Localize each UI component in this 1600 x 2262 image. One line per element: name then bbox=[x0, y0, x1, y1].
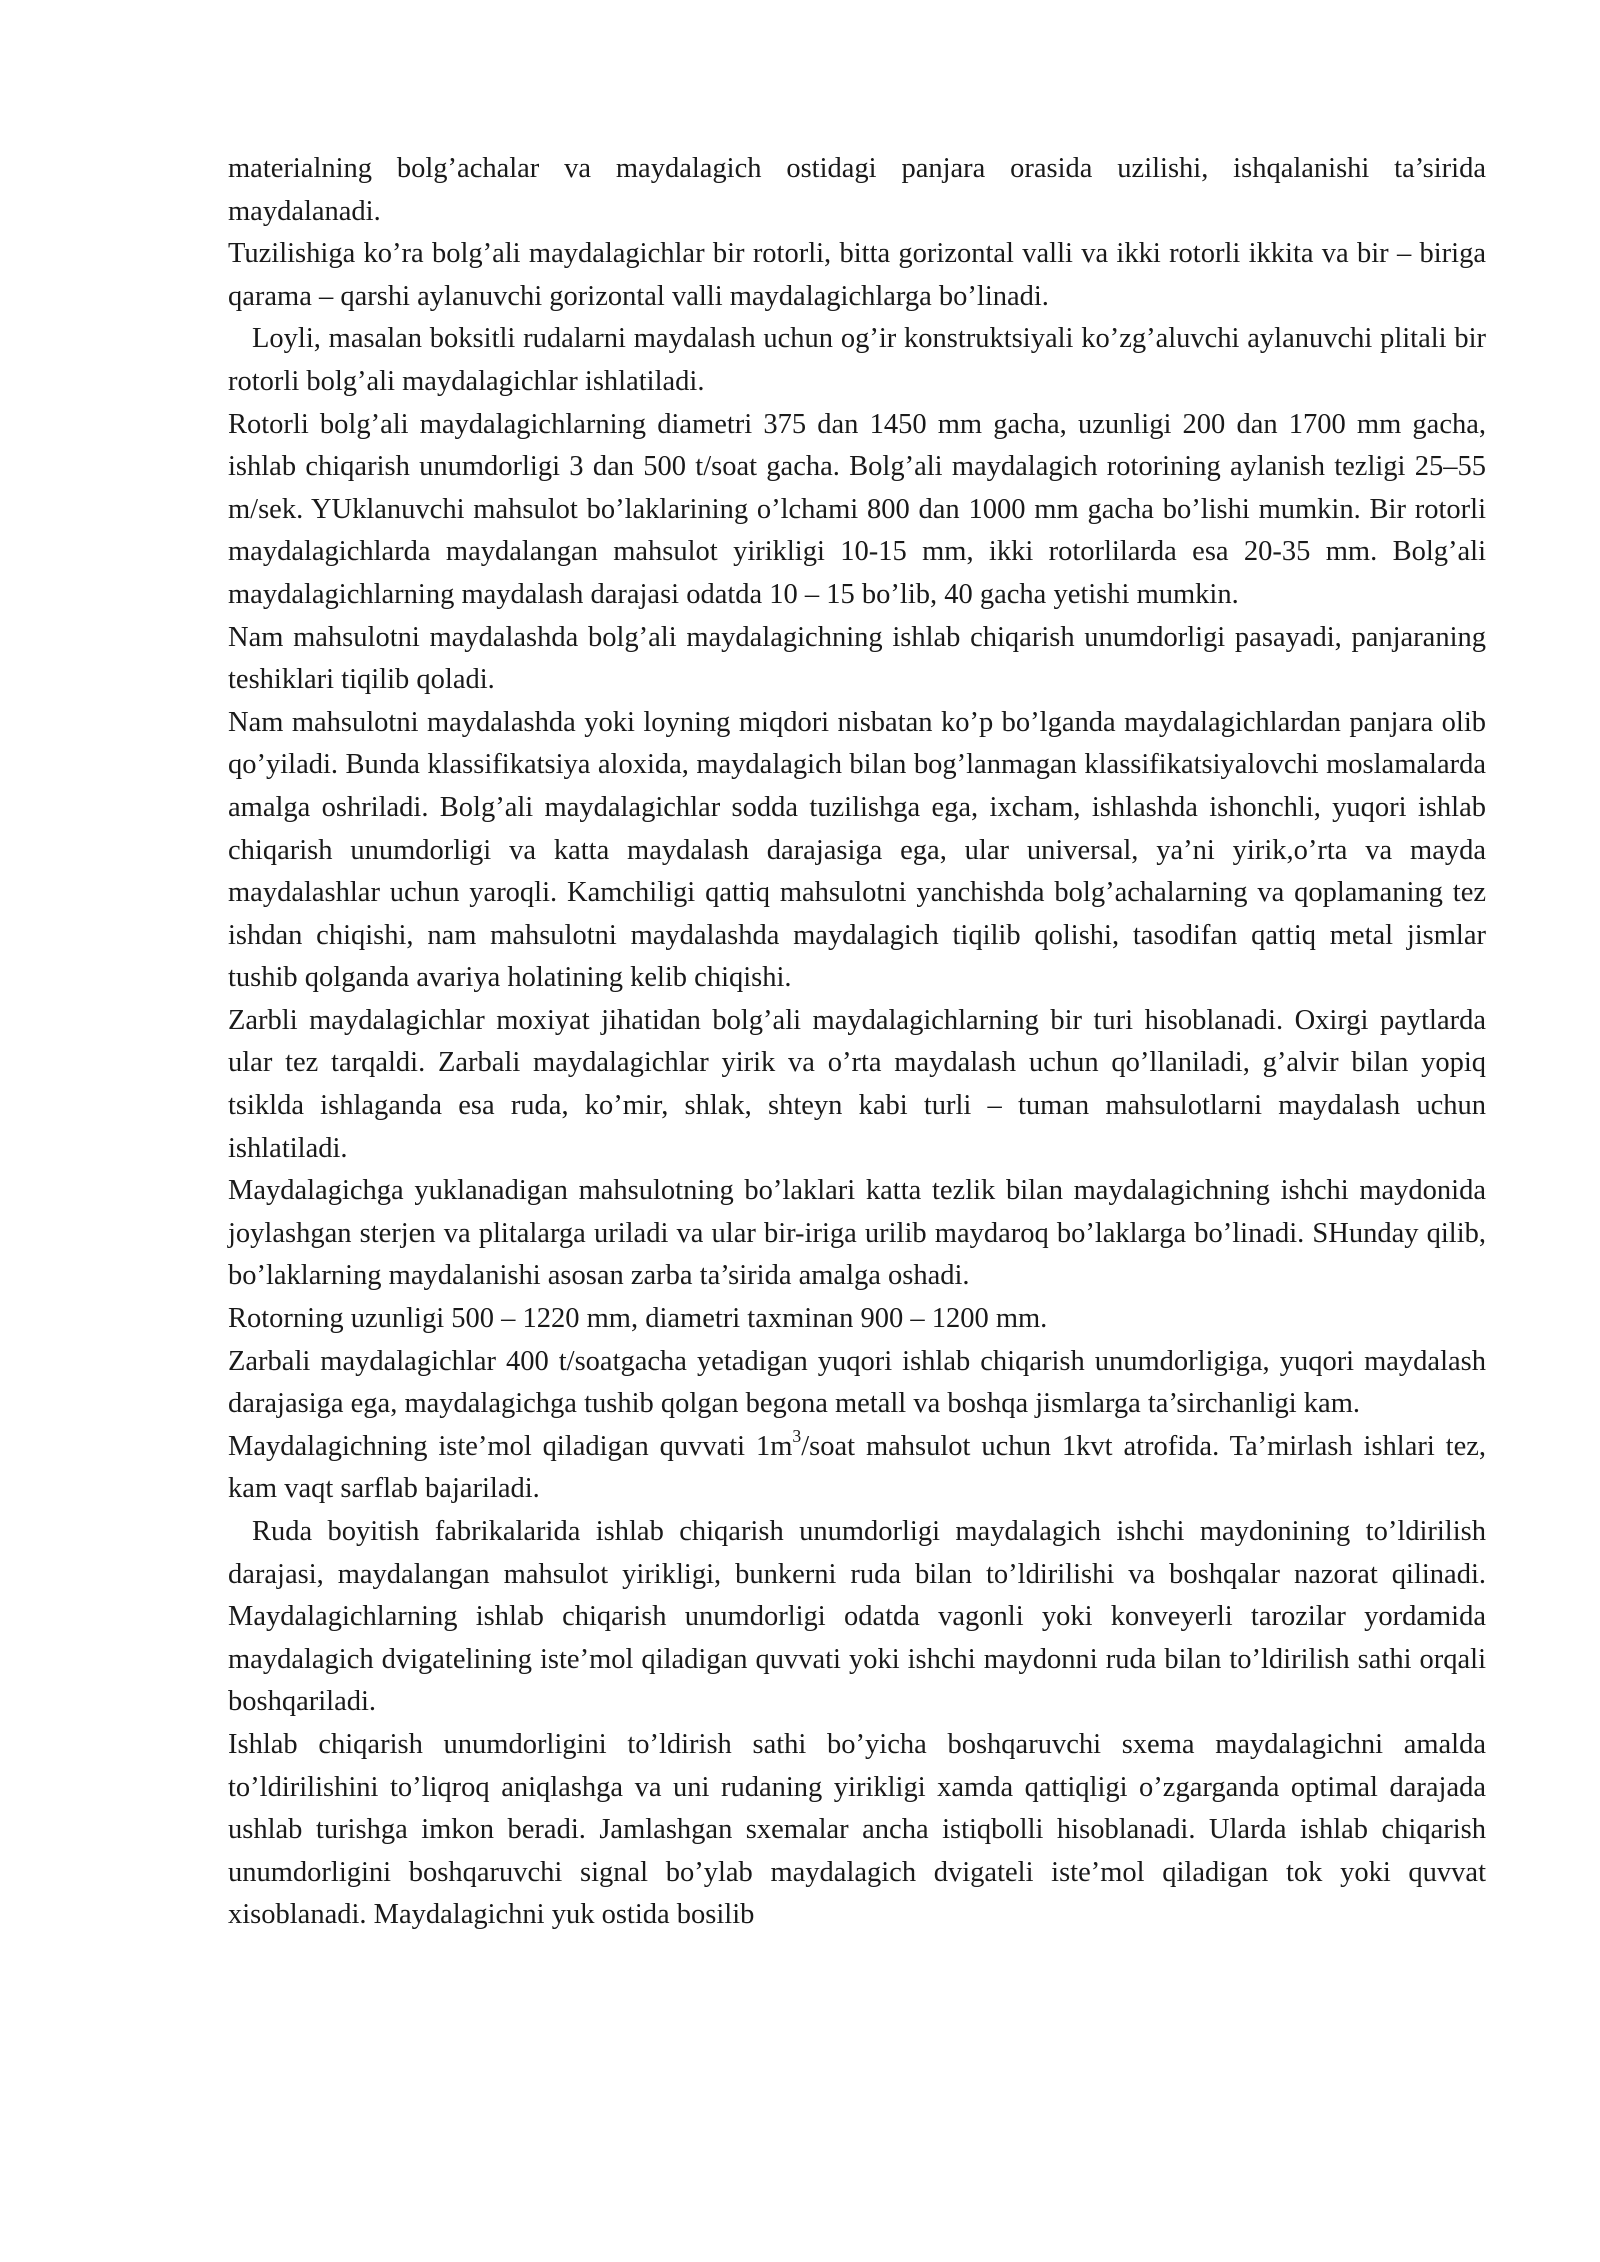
paragraph: Rotorning uzunligi 500 – 1220 mm, diametri taxminan 900 – 1200 mm. bbox=[228, 1303, 1048, 1335]
document-page bbox=[228, 148, 1486, 1937]
paragraph-with-superscript bbox=[228, 1426, 1486, 1511]
paragraph: Ruda boyitish fabrikalarida ishlab chiqarish unumdorligi maydalagich ishchi maydonining to’ldirilish darajasi, maydalangan mahsulot yirikligi, bunkerni ruda bilan to’ldirilishi va boshqalar nazorat qilinadi. Maydalagichlarning ishlab chiqarish unumdorligi odatda vagonli yoki konveyerli tarozilar yordamida maydalagich dvigatelining iste’mol qiladigan quvvati yoki ishchi maydonni ruda bilan to’ldirilish sathi orqali boshqariladi. bbox=[228, 1516, 1486, 1718]
paragraph-text-after: /soat mahsulot uchun 1kvt atrofida. Ta’mirlash ishlari tez, kam vaqt sarflab bajariladi. bbox=[228, 1430, 1487, 1505]
paragraph: Zarbli maydalagichlar moxiyat jihatidan bolg’ali maydalagichlarning bir turi hisoblanadi. Oxirgi paytlarda ular tez tarqaldi. Zarbali maydalagichlar yirik va o’rta maydalash uchun qo’llaniladi, g’alvir bilan yopiq tsiklda ishlaganda esa ruda, ko’mir, shlak, shteyn kabi turli – tuman mahsulotlarni maydalash uchun ishlatiladi. bbox=[228, 1004, 1486, 1164]
paragraph: Tuzilishiga ko’ra bolg’ali maydalagichlar bir rotorli, bitta gorizontal valli va ikki rotorli ikkita va bir – biriga qarama – qarshi aylanuvchi gorizontal valli maydalagichlarga bo’linadi. bbox=[228, 238, 1486, 312]
paragraph: Ishlab chiqarish unumdorligini to’ldirish sathi bo’yicha boshqaruvchi sxema maydalagichni amalda to’ldirilishini to’liqroq aniqlashga va uni rudaning yirikligi xamda qattiqligi o’zgarganda optimal darajada ushlab turishga imkon beradi. Jamlashgan sxemalar ancha istiqbolli hisoblanadi. Ularda ishlab chiqarish unumdorligini boshqaruvchi signal bo’ylab maydalagich dvigateli iste’mol qiladigan tok yoki quvvat xisoblanadi. Maydalagichni yuk ostida bosilib bbox=[228, 1728, 1486, 1931]
paragraph: Nam mahsulotni maydalashda yoki loyning miqdori nisbatan ko’p bo’lganda maydalagichlardan panjara olib qo’yiladi. Bunda klassifikatsiya aloxida, maydalagich bilan bog’lanmagan klassifikatsiyalovchi moslamalarda amalga oshriladi. Bolg’ali maydalagichlar sodda tuzilishga ega, ixcham, ishlashda ishonchli, yuqori ishlab chiqarish unumdorligi va katta maydalash darajasiga ega, ular universal, ya’ni yirik,o’rta va mayda maydalashlar uchun yaroqli. Kamchiligi qattiq mahsulotni yanchishda bolg’achalarning va qoplamaning tez ishdan chiqishi, nam mahsulotni maydalashda maydalagich tiqilib qolishi, tasodifan qattiq metal jismlar tushib qolganda avariya holatining kelib chiqishi. bbox=[228, 706, 1486, 994]
superscript-exponent: 3 bbox=[792, 1425, 802, 1446]
paragraph-text-before: Maydalagichning iste’mol qiladigan quvvati 1m bbox=[228, 1430, 793, 1462]
paragraph: Zarbali maydalagichlar 400 t/soatgacha yetadigan yuqori ishlab chiqarish unumdorligiga, yuqori maydalash darajasiga ega, maydalagichga tushib qolgan begona metall va boshqa jismlarga ta’sirchanligi kam. bbox=[228, 1345, 1486, 1420]
paragraph: Rotorli bolg’ali maydalagichlarning diametri 375 dan 1450 mm gacha, uzunligi 200 dan 1700 mm gacha, ishlab chiqarish unumdorligi 3 dan 500 t/soat gacha. Bolg’ali maydalagich rotorining aylanish tezligi 25–55 m/sek. YUklanuvchi mahsulot bo’laklarining o’lchami 800 dan 1000 mm gacha bo’lishi mumkin. Bir rotorli maydalagichlarda maydalangan mahsulot yirikligi 10-15 mm, ikki rotorlilarda esa 20-35 mm. Bolg’ali maydalagichlarning maydalash darajasi odatda 10 – 15 bo’lib, 40 gacha yetishi mumkin. bbox=[228, 408, 1486, 610]
paragraph: materialning bolg’achalar va maydalagich ostidagi panjara orasida uzilishi, ishqalanishi ta’sirida maydalanadi. bbox=[228, 153, 1486, 227]
paragraph: Maydalagichga yuklanadigan mahsulotning bo’laklari katta tezlik bilan maydalagichning ishchi maydonida joylashgan sterjen va plitalarga uriladi va ular bir-iriga urilib maydaroq bo’laklarga bo’linadi. SHunday qilib, bo’laklarning maydalanishi asosan zarba ta’sirida amalga oshadi. bbox=[228, 1175, 1486, 1292]
paragraph: Nam mahsulotni maydalashda bolg’ali maydalagichning ishlab chiqarish unumdorligi pasayadi, panjaraning teshiklari tiqilib qoladi. bbox=[228, 621, 1486, 696]
paragraph: Loyli, masalan boksitli rudalarni maydalash uchun og’ir konstruktsiyali ko’zg’aluvchi aylanuvchi plitali bir rotorli bolg’ali maydalagichlar ishlatiladi. bbox=[228, 323, 1486, 397]
